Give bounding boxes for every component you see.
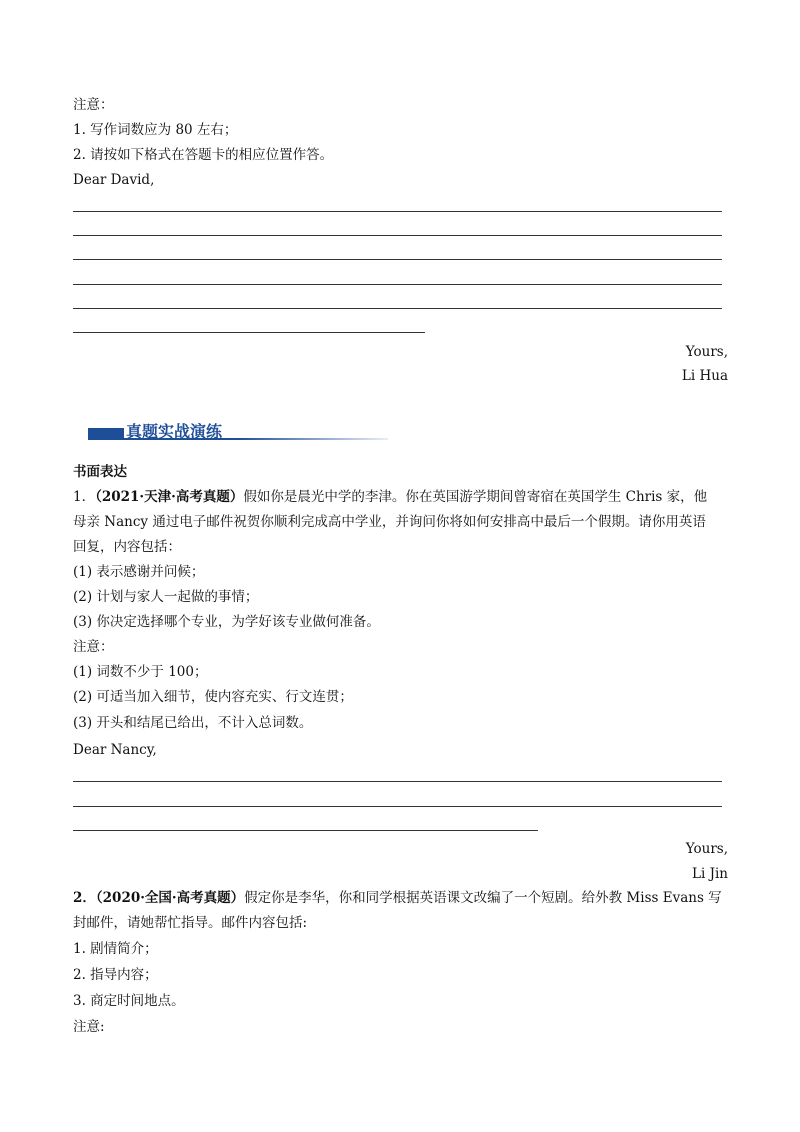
q1-note-1: (1) 词数不少于 100； [73, 664, 208, 680]
q2-item-1: 1. 剧情简介； [73, 941, 158, 957]
note-item-2: 2. 请按如下格式在答题卡的相应位置作答。 [73, 147, 334, 163]
q1-item-1: (1) 表示感谢并问候； [73, 564, 205, 580]
q1-prompt-line [73, 488, 707, 506]
q2-prompt-line-2: 封邮件，请她帮忙指导。邮件内容包括: [73, 915, 308, 931]
note-item-1: 1. 写作词数应为 80 左右； [73, 122, 238, 138]
q1-prompt-line-3: 回复，内容包括： [73, 539, 181, 555]
q1-note-3: (3) 开头和结尾已给出，不计入总词数。 [73, 715, 313, 731]
q1-item-3: (3) 你决定选择哪个专业，为学好该专业做何准备。 [73, 614, 380, 630]
q2-note-title: 注意: [73, 1019, 105, 1035]
q2-source: （2020·全国·高考真题） [95, 890, 245, 906]
q2-number: 2． [73, 890, 96, 906]
answer-line [73, 806, 722, 807]
q2-item-3: 3. 商定时间地点。 [73, 993, 185, 1009]
letter-signature: Li Hua [681, 368, 728, 384]
q2-item-2: 2. 指导内容； [73, 967, 158, 983]
answer-line [73, 781, 722, 782]
q1-note-title: 注意： [73, 639, 114, 655]
q1-note-2: (2) 可适当加入细节，使内容充实、行文连贯； [73, 689, 353, 705]
q1-item-2: (2) 计划与家人一起做的事情； [73, 589, 259, 605]
q2-prompt-line [73, 889, 722, 907]
banner-title: 真题实战演练 [126, 422, 223, 441]
section-heading: 书面表达 [73, 464, 127, 480]
q2-prompt-text: 假定你是李华，你和同学根据英语课文改编了一个短剧。给外教 Miss Evans 写 [244, 890, 722, 906]
q1-signature: Li Jin [692, 866, 728, 882]
letter-closing: Yours, [685, 344, 728, 360]
answer-line [73, 259, 722, 260]
q1-closing: Yours, [685, 841, 728, 857]
answer-line [73, 211, 722, 212]
q1-number: 1． [73, 489, 96, 505]
q1-prompt-text: 假如你是晨光中学的李津。你在英国游学期间曾寄宿在英国学生 Chris 家，他 [243, 489, 708, 505]
answer-line [73, 284, 722, 285]
answer-line [73, 830, 538, 831]
answer-line [73, 308, 722, 309]
letter-greeting: Dear David, [73, 172, 155, 188]
section-banner [88, 419, 388, 441]
q1-prompt-line-2: 母亲 Nancy 通过电子邮件祝贺你顺利完成高中学业，并询问你将如何安排高中最后一个假期。请你用英语 [73, 514, 706, 530]
answer-line [73, 332, 425, 333]
note-title: 注意： [73, 97, 114, 113]
answer-line [73, 235, 722, 236]
q1-greeting: Dear Nancy, [73, 742, 157, 758]
q1-source: （2021·天津·高考真题） [95, 489, 244, 505]
